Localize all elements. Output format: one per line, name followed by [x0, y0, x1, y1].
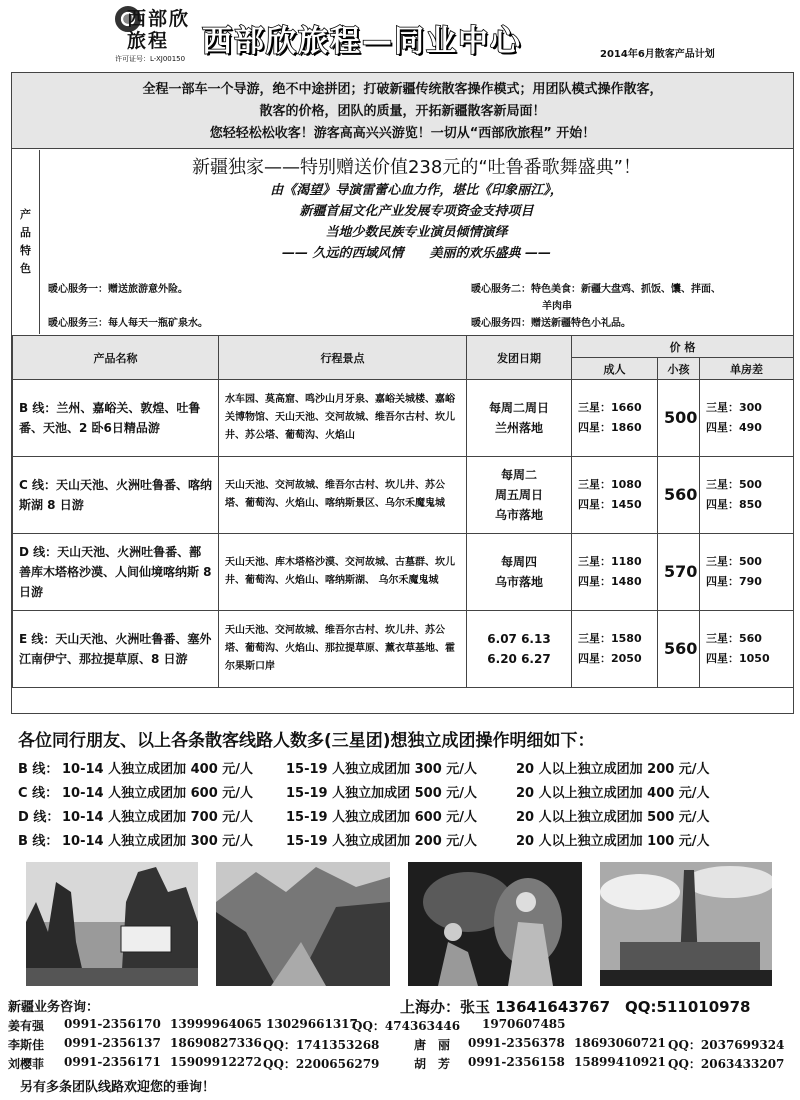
rule-tier-2: 15-19 人独立成团加 300 元/人 — [286, 762, 478, 777]
child-price: 570 — [658, 534, 700, 611]
group-rule-row — [18, 758, 778, 780]
single-supplement — [700, 534, 794, 611]
rule-tier-2: 15-19 人独立成团加 600 元/人 — [286, 810, 478, 825]
rule-tier-3: 20 人以上独立成团加 100 元/人 — [516, 834, 710, 849]
feature-line: 当地少数民族专业演员倾情演绎 — [325, 225, 508, 240]
table-row — [13, 457, 794, 534]
header-single: 单房差 — [700, 358, 794, 380]
route-name: B 线：兰州、嘉峪关、敦煌、吐鲁番、天池、2 卧6日精品游 — [13, 380, 219, 457]
slogan-line: 全程一部车一个导游，绝不中途拼团；打破新疆传统散客操作模式；用团队模式操作散客， — [142, 82, 663, 97]
departure-line: 每周四 — [500, 555, 537, 569]
single-3star: 三星：500 — [706, 478, 762, 491]
header-sights: 行程景点 — [219, 336, 467, 380]
contact-phone-2: 0991-2356378 — [468, 1036, 565, 1050]
rule-tier-3: 20 人以上独立成团加 500 元/人 — [516, 810, 710, 825]
departure-line: 周五周日 — [494, 488, 543, 502]
route-name: E 线：天山天池、火洲吐鲁番、塞外江南伊宁、那拉提草原、8 日游 — [13, 611, 219, 688]
adult-price — [572, 380, 658, 457]
slogan-line: 您轻轻松松收客！游客高高兴兴游览！一切从“西部欣旅程” 开始！ — [209, 126, 596, 141]
rule-tier-1: 10-14 人独立成团加 700 元/人 — [62, 810, 254, 825]
contact-row — [8, 1036, 798, 1056]
feature-label-char: 产 — [20, 208, 31, 221]
departure-line: 每周二 — [500, 468, 537, 482]
product-box — [11, 72, 794, 714]
single-4star: 四星：490 — [706, 421, 762, 434]
table-row — [13, 611, 794, 688]
contact-name-2: 唐 丽 — [414, 1038, 451, 1052]
feature-label-char: 特 — [20, 244, 31, 257]
feature-line: 新疆首届文化产业发展专项资金支持项目 — [299, 204, 534, 219]
slogan-banner — [12, 73, 793, 149]
header-price: 价 格 — [572, 336, 794, 358]
plan-subtitle: 2014年6月散客产品计划 — [600, 49, 715, 60]
rule-tier-2: 15-19 人独立成团加 200 元/人 — [286, 834, 478, 849]
rule-tier-1: 10-14 人独立成团加 300 元/人 — [62, 834, 254, 849]
header-product: 产品名称 — [13, 336, 219, 380]
license-number: 许可证号：L-XJ00150 — [115, 55, 186, 63]
contact-name-2: 胡 芳 — [414, 1057, 451, 1071]
feature-content — [40, 150, 793, 278]
adult-price-3star: 三星：1660 — [578, 401, 642, 414]
rule-tier-3: 20 人以上独立成团加 400 元/人 — [516, 786, 710, 801]
feature-label-char: 色 — [20, 262, 31, 275]
adult-price-4star: 四星：1450 — [578, 498, 642, 511]
feature-headline: 新疆独家——特别赠送价值238元的“吐鲁番歌舞盛典”！ — [191, 157, 641, 178]
feature-label — [12, 150, 40, 334]
departure-line: 每周二周日 — [488, 401, 549, 415]
contact-phone: 0991-2356171 — [64, 1055, 161, 1069]
contact-qq-alt: 1970607485 — [482, 1017, 566, 1031]
single-supplement — [700, 457, 794, 534]
photo-rock-formation — [26, 862, 198, 986]
photo-mountain-valley — [216, 862, 390, 986]
route-sights: 天山天池、库木塔格沙漠、交河故城、古墓群、坎儿井、葡萄沟、火焰山、喀纳斯湖、 乌尔禾魔鬼城 — [219, 534, 467, 611]
adult-price — [572, 611, 658, 688]
contact-row — [8, 1055, 798, 1075]
departure-info — [467, 457, 572, 534]
contact-mobile: 18690827336 — [170, 1036, 262, 1050]
rule-tier-1: 10-14 人独立成团加 400 元/人 — [62, 762, 254, 777]
contact-row — [8, 1017, 798, 1037]
service-item: 暖心服务四：赠送新疆特色小礼品。 — [471, 318, 631, 329]
departure-line: 兰州落地 — [494, 421, 543, 435]
single-4star: 四星：850 — [706, 498, 762, 511]
contact-phone: 0991-2356137 — [64, 1036, 161, 1050]
contact-mobile: 15909912272 — [170, 1055, 262, 1069]
adult-price-4star: 四星：1480 — [578, 575, 642, 588]
departure-line: 6.07 6.13 — [487, 632, 551, 646]
product-table — [12, 335, 794, 688]
contact-title: 新疆业务咨询： — [8, 1000, 100, 1015]
adult-price — [572, 534, 658, 611]
contact-name: 姜有强 — [8, 1019, 45, 1033]
contact-mobile-2: 18693060721 — [574, 1036, 666, 1050]
single-4star: 四星：1050 — [706, 652, 770, 665]
single-3star: 三星：560 — [706, 632, 762, 645]
group-rule-row — [18, 806, 778, 828]
photo-minaret — [600, 862, 772, 986]
footer-note: 另有多条团队线路欢迎您的垂询！ — [20, 1080, 216, 1095]
single-supplement — [700, 611, 794, 688]
single-supplement — [700, 380, 794, 457]
single-4star: 四星：790 — [706, 575, 762, 588]
child-price: 500 — [658, 380, 700, 457]
route-sights: 天山天池、交河故城、维吾尔古村、坎儿井、苏公塔、葡萄沟、火焰山、喀纳斯景区、乌尔禾魔鬼城 — [219, 457, 467, 534]
route-sights: 天山天池、交河故城、维吾尔古村、坎儿井、苏公塔、葡萄沟、火焰山、那拉提草原、薰衣草基地、霍尔果斯口岸 — [219, 611, 467, 688]
header-departure: 发团日期 — [467, 336, 572, 380]
service-item: 羊肉串 — [542, 301, 572, 312]
adult-price-4star: 四星：1860 — [578, 421, 642, 434]
header-child: 小孩 — [658, 358, 700, 380]
group-rule-row — [18, 782, 778, 804]
logo-text: 西部欣旅程 — [127, 8, 191, 52]
page-title: 西部欣旅程—同业中心 — [202, 24, 522, 59]
table-row — [13, 380, 794, 457]
adult-price-3star: 三星：1080 — [578, 478, 642, 491]
contact-phone: 0991-2356170 — [64, 1017, 161, 1031]
adult-price-3star: 三星：1180 — [578, 555, 642, 568]
services — [40, 278, 793, 334]
contact-qq: QQ：1741353268 — [263, 1038, 380, 1052]
departure-line: 乌市落地 — [494, 575, 543, 589]
route-name: D 线：天山天池、火洲吐鲁番、鄯善库木塔格沙漠、人间仙境喀纳斯 8 日游 — [13, 534, 219, 611]
rule-tier-1: 10-14 人独立成团加 600 元/人 — [62, 786, 254, 801]
slogan-line: 散客的价格，团队的质量，开拓新疆散客新局面！ — [259, 104, 546, 119]
company-logo — [115, 6, 195, 64]
contact-qq: QQ：2200656279 — [263, 1057, 380, 1071]
header — [0, 0, 800, 72]
group-rule-row — [18, 830, 778, 852]
rule-line: D 线： — [18, 810, 60, 825]
contact-name: 李斯佳 — [8, 1038, 45, 1052]
rule-line: B 线： — [18, 834, 59, 849]
contact-qq-2: QQ：2063433207 — [668, 1057, 785, 1071]
contact-qq-2: QQ：2037699324 — [668, 1038, 785, 1052]
rule-line: B 线： — [18, 762, 59, 777]
departure-info — [467, 380, 572, 457]
shanghai-office: 上海办：张玉 13641643767 QQ:511010978 — [400, 998, 751, 1016]
contact-phone-2: 0991-2356158 — [468, 1055, 565, 1069]
adult-price-3star: 三星：1580 — [578, 632, 642, 645]
rule-tier-3: 20 人以上独立成团加 200 元/人 — [516, 762, 710, 777]
contact-name: 刘樱菲 — [8, 1057, 45, 1071]
route-sights: 水车园、莫高窟、鸣沙山月牙泉、嘉峪关城楼、嘉峪关博物馆、天山天池、交河故城、维吾尔古村、坎儿井、苏公塔、葡萄沟、火焰山 — [219, 380, 467, 457]
rule-tier-2: 15-19 人独立加成团 500 元/人 — [286, 786, 478, 801]
departure-line: 6.20 6.27 — [487, 652, 551, 666]
service-item: 暖心服务一：赠送旅游意外险。 — [48, 284, 188, 295]
feature-label-char: 品 — [20, 226, 31, 239]
adult-price-4star: 四星：2050 — [578, 652, 642, 665]
adult-price — [572, 457, 658, 534]
feature-line: 由《渴望》导演雷蕾心血力作，堪比《印象丽江》， — [270, 183, 563, 198]
single-3star: 三星：300 — [706, 401, 762, 414]
table-row — [13, 534, 794, 611]
photo-dancers — [408, 862, 582, 986]
departure-info — [467, 534, 572, 611]
child-price: 560 — [658, 457, 700, 534]
child-price: 560 — [658, 611, 700, 688]
header-adult: 成人 — [572, 358, 658, 380]
service-item: 暖心服务二：特色美食：新疆大盘鸡、抓饭、馕、拌面、 — [471, 284, 721, 295]
route-name: C 线：天山天池、火洲吐鲁番、喀纳斯湖 8 日游 — [13, 457, 219, 534]
feature-line: —— 久远的西域风情 美丽的欢乐盛典 —— — [281, 246, 552, 261]
departure-line: 乌市落地 — [494, 508, 543, 522]
service-item: 暖心服务三：每人每天一瓶矿泉水。 — [48, 318, 208, 329]
contact-mobile-2: 15899410921 — [574, 1055, 666, 1069]
contact-qq: QQ：474363446 — [352, 1019, 461, 1033]
group-notes-title: 各位同行朋友、以上各条散客线路人数多(三星团)想独立成团操作明细如下： — [18, 731, 595, 751]
rule-line: C 线： — [18, 786, 59, 801]
single-3star: 三星：500 — [706, 555, 762, 568]
departure-info — [467, 611, 572, 688]
contact-mobile: 13999964065 13029661317 — [170, 1017, 358, 1031]
